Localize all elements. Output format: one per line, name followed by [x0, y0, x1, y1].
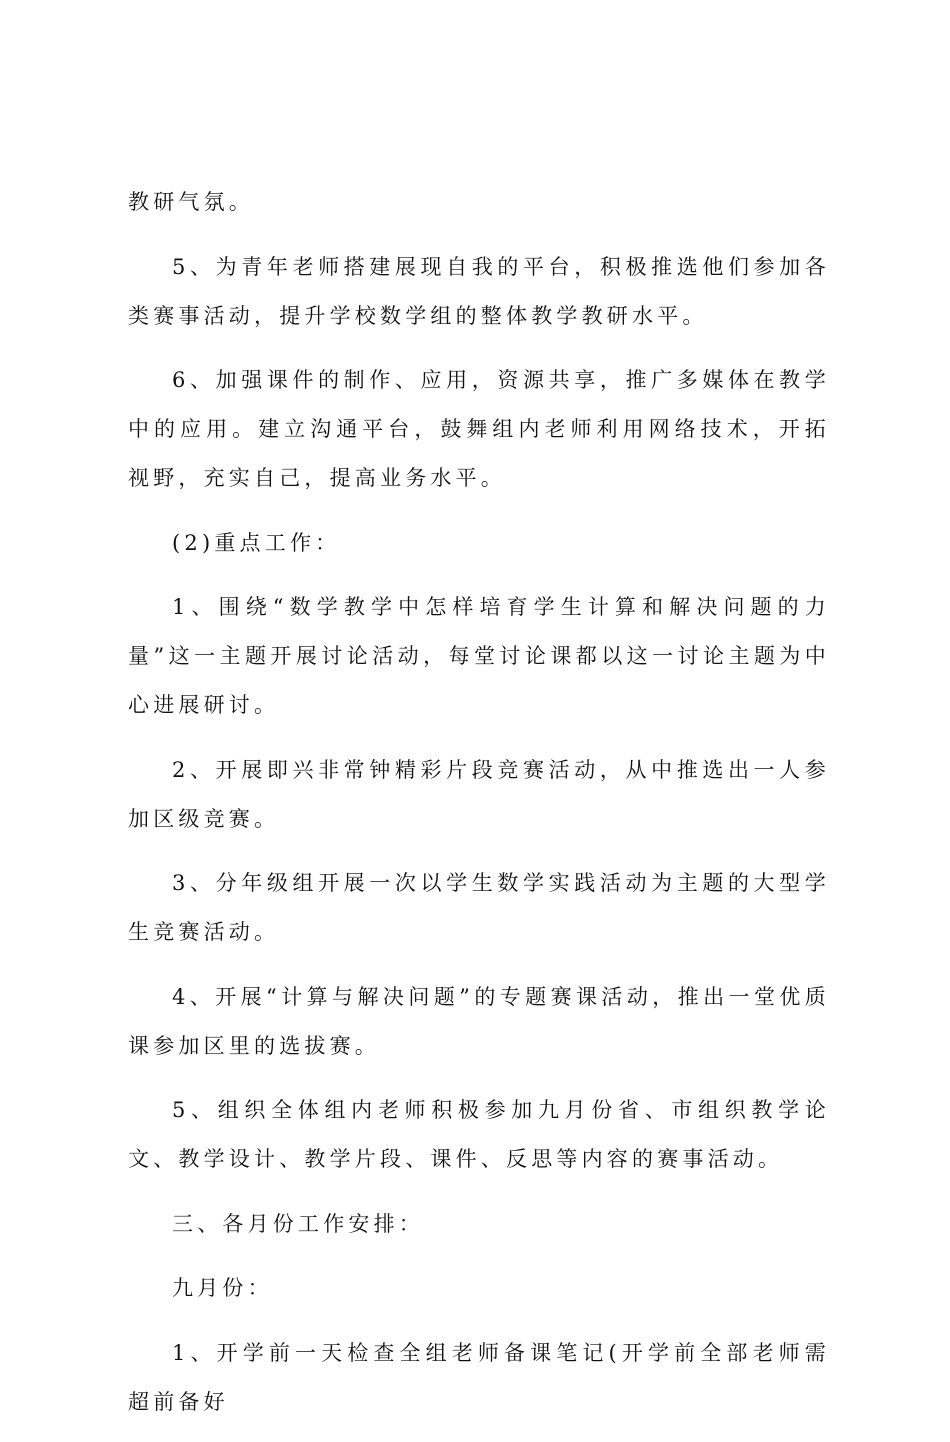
- paragraph-key-work-1: 1、围绕“数学教学中怎样培育学生计算和解决问题的力量”这一主题开展讨论活动，每堂讨论课都以这一讨论主题为中心进展研讨。: [128, 595, 830, 717]
- paragraph-september-1: 1、开学前一天检查全组老师备课笔记(开学前全部老师需超前备好: [128, 1340, 830, 1414]
- subheading-september: 九月份：: [172, 1276, 273, 1300]
- paragraph-key-work-4: 4、开展“计算与解决问题”的专题赛课活动，推出一堂优质课参加区里的选拔赛。: [128, 984, 830, 1058]
- section-heading-key-work: (2)重点工作：: [172, 530, 341, 555]
- paragraph-continuation: 教研气氛。: [128, 190, 254, 214]
- paragraph-key-work-3: 3、分年级组开展一次以学生数学实践活动为主题的大型学生竞赛活动。: [128, 871, 830, 944]
- paragraph-item-5-young-teachers: 5、为青年老师搭建展现自我的平台，积极推选他们参加各类赛事活动，提升学校数学组的整体教学教研水平。: [128, 254, 830, 328]
- paragraph-key-work-2: 2、开展即兴非常钟精彩片段竞赛活动，从中推选出一人参加区级竞赛。: [128, 757, 830, 831]
- section-heading-monthly-plan: 三、各月份工作安排：: [172, 1211, 424, 1236]
- paragraph-item-6-courseware: 6、加强课件的制作、应用，资源共享，推广多媒体在教学中的应用。建立沟通平台，鼓舞组内老师利用网络技术，开拓视野，充实自己，提高业务水平。: [128, 368, 830, 490]
- paragraph-key-work-5: 5、组织全体组内老师积极参加九月份省、市组织教学论文、教学设计、教学片段、课件、反思等内容的赛事活动。: [128, 1098, 830, 1171]
- document-body: [128, 178, 830, 1442]
